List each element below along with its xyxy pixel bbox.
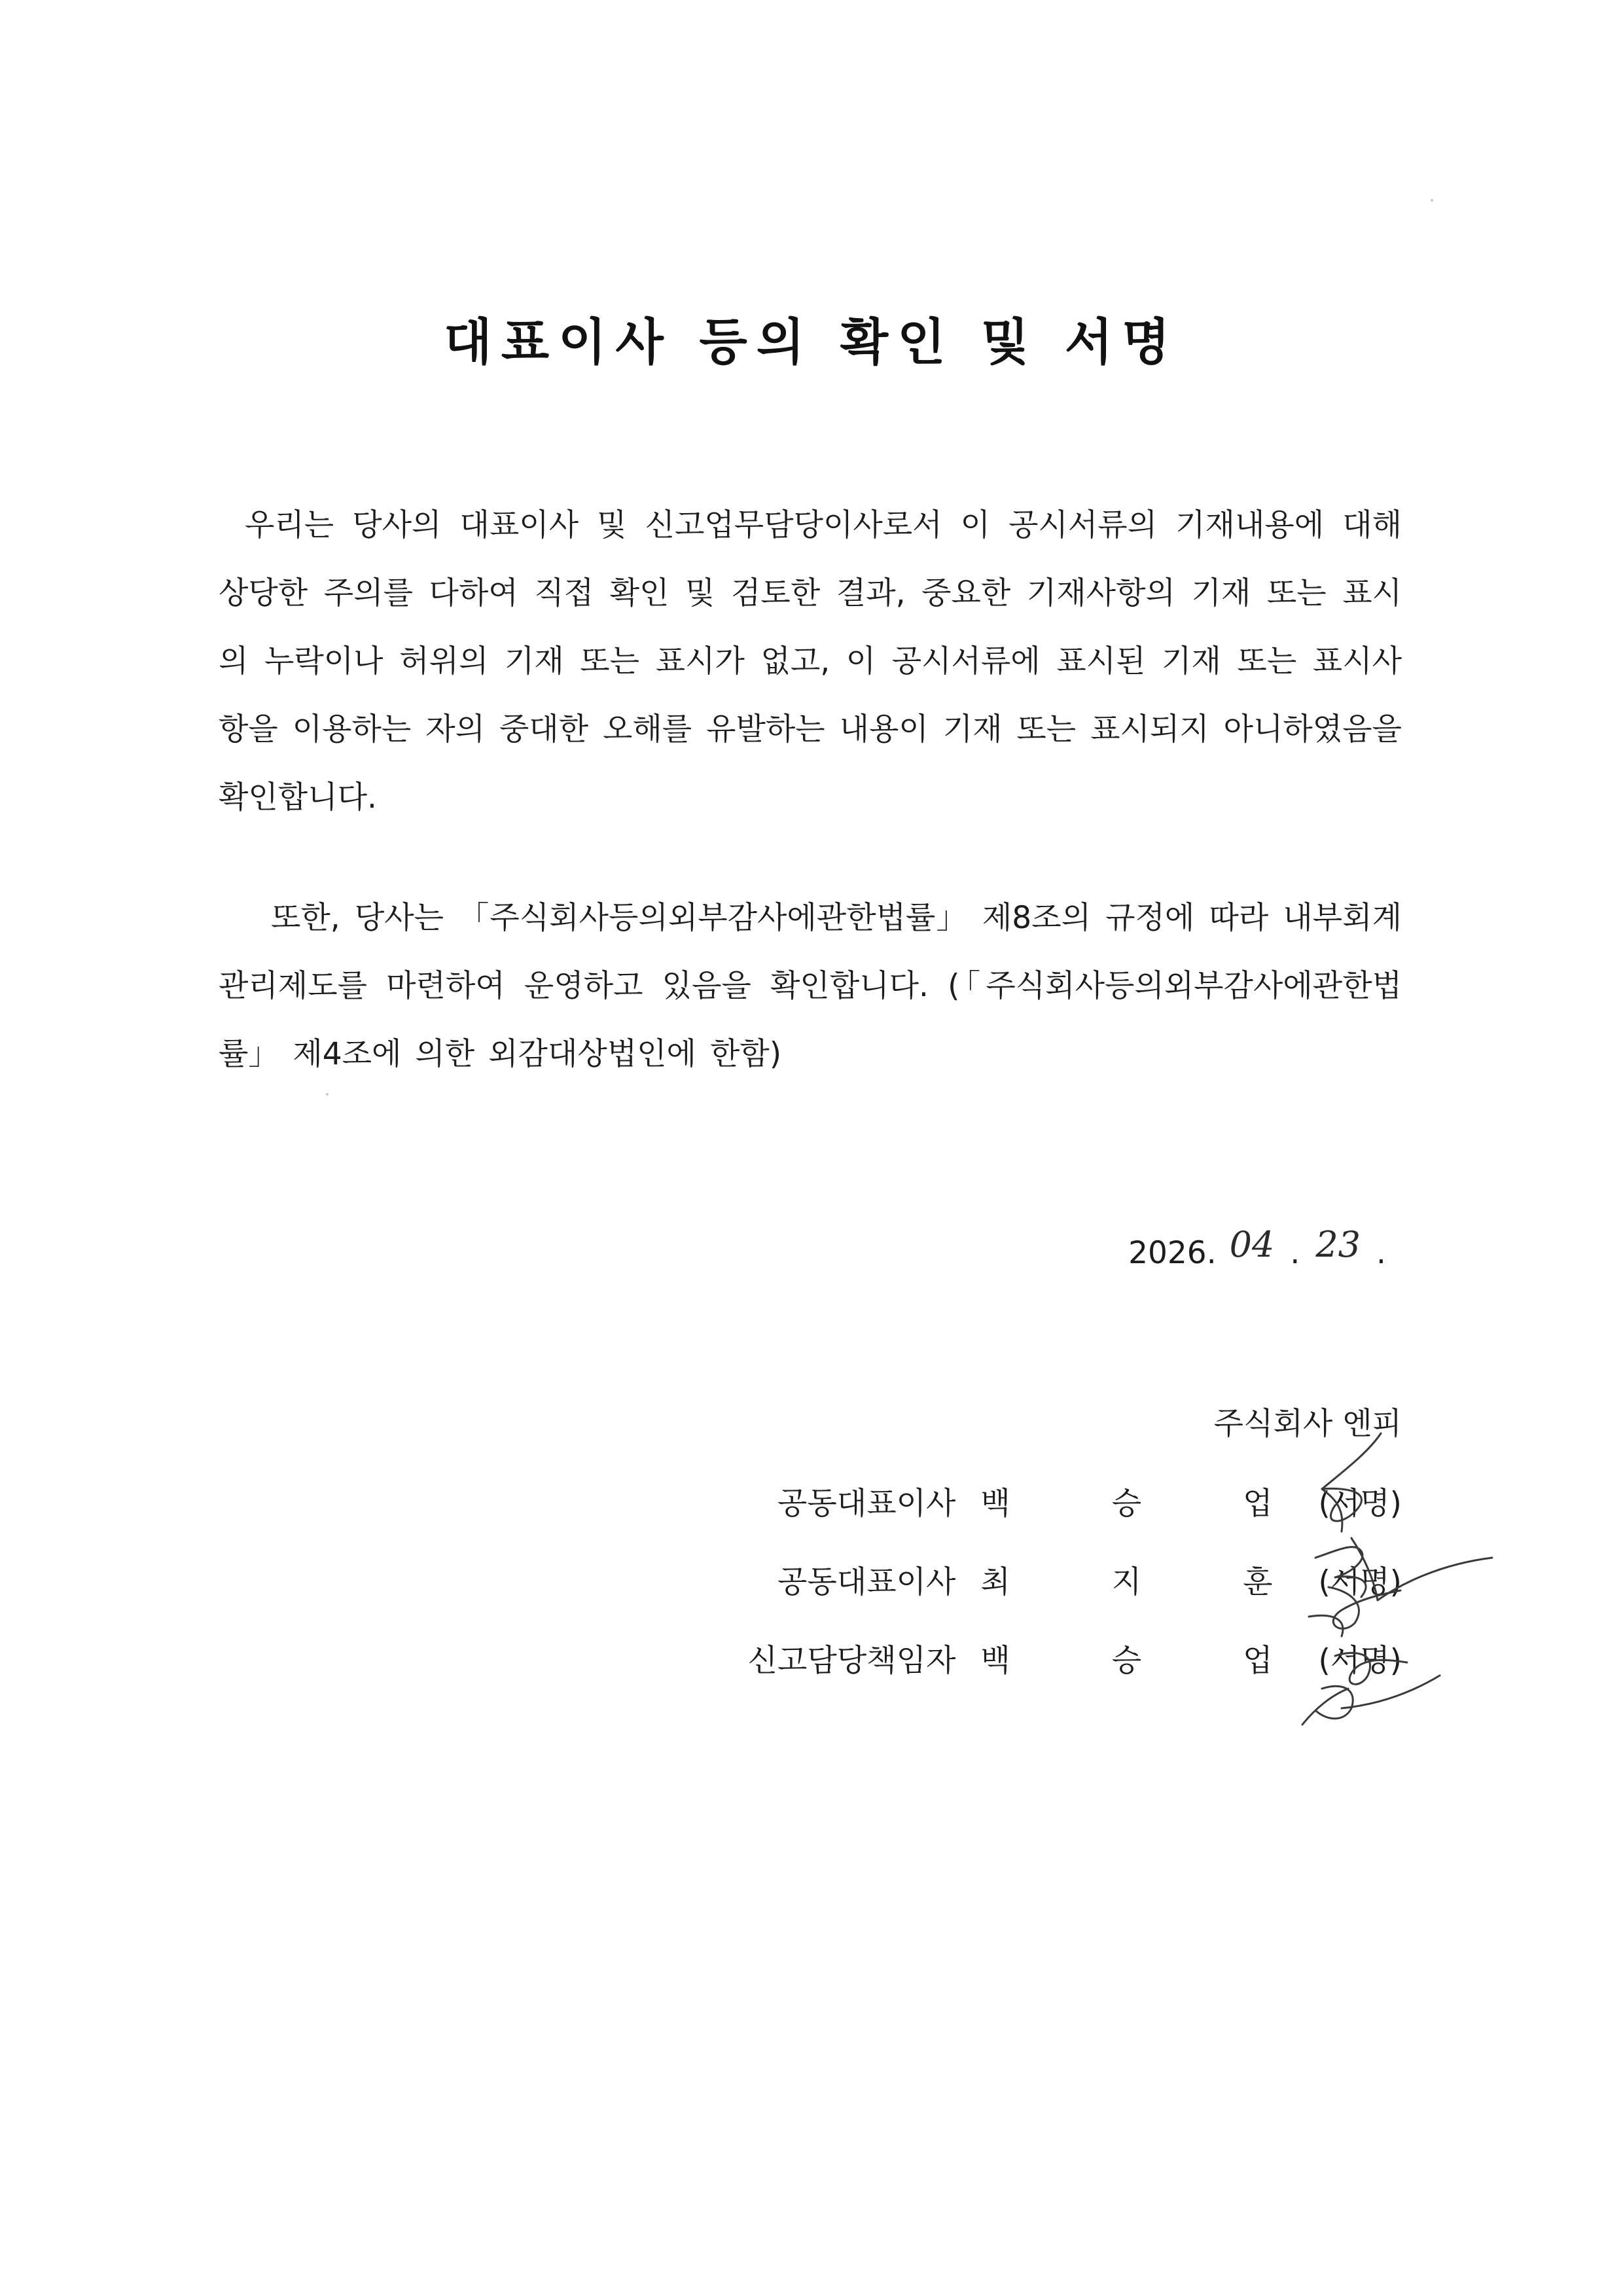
internal-control-paragraph: 또한, 당사는 「주식회사등의외부감사에관한법률」 제8조의 규정에 따라 내부회계관리제도를 마련하여 운영하고 있음을 확인합니다. (「주식회사등의외부감사에관한법률」 제4조에 의한 외감대상법인에 한함) (219, 900, 1402, 1072)
signatory-name: 백 승 업 (980, 1486, 1319, 1522)
signatory-role: 신고담당책임자 (747, 1643, 956, 1679)
handwritten-signature (1243, 1427, 1518, 1728)
signatory-role: 공동대표이사 (777, 1486, 956, 1522)
date-month-handwritten: 04 (1229, 1224, 1275, 1265)
document-title: 대표이사 등의 확인 및 서명 (444, 313, 1179, 371)
signature-label: (서명) (1318, 1564, 1402, 1600)
date-end: . (1376, 1235, 1386, 1271)
signature-label: (서명) (1318, 1643, 1402, 1679)
date-day-handwritten: 23 (1315, 1224, 1361, 1265)
scan-speck (326, 1093, 329, 1096)
confirmation-paragraph: 우리는 당사의 대표이사 및 신고업무담당이사로서 이 공시서류의 기재내용에 대해 상당한 주의를 다하여 직접 확인 및 검토한 결과, 중요한 기재사항의 기재 또는 표시의 누락이나 허위의 기재 또는 표시가 없고, 이 공시서류에 표시된 기재 또는 표시사항을 이용하는 자의 중대한 오해를 유발하는 내용이 기재 또는 표시되지 아니하였음을 확인합니다. (219, 507, 1402, 816)
signature-date (1128, 1224, 1402, 1272)
date-separator: . (1290, 1235, 1300, 1271)
date-year: 2026. (1128, 1235, 1217, 1271)
signature-label: (서명) (1318, 1486, 1402, 1522)
company-name: 주식회사 엔피 (1213, 1406, 1402, 1442)
signatory-name: 최 지 훈 (980, 1564, 1319, 1600)
signatory-role: 공동대표이사 (777, 1564, 956, 1600)
signatory-name: 백 승 업 (980, 1643, 1319, 1679)
scan-speck (1431, 199, 1433, 202)
